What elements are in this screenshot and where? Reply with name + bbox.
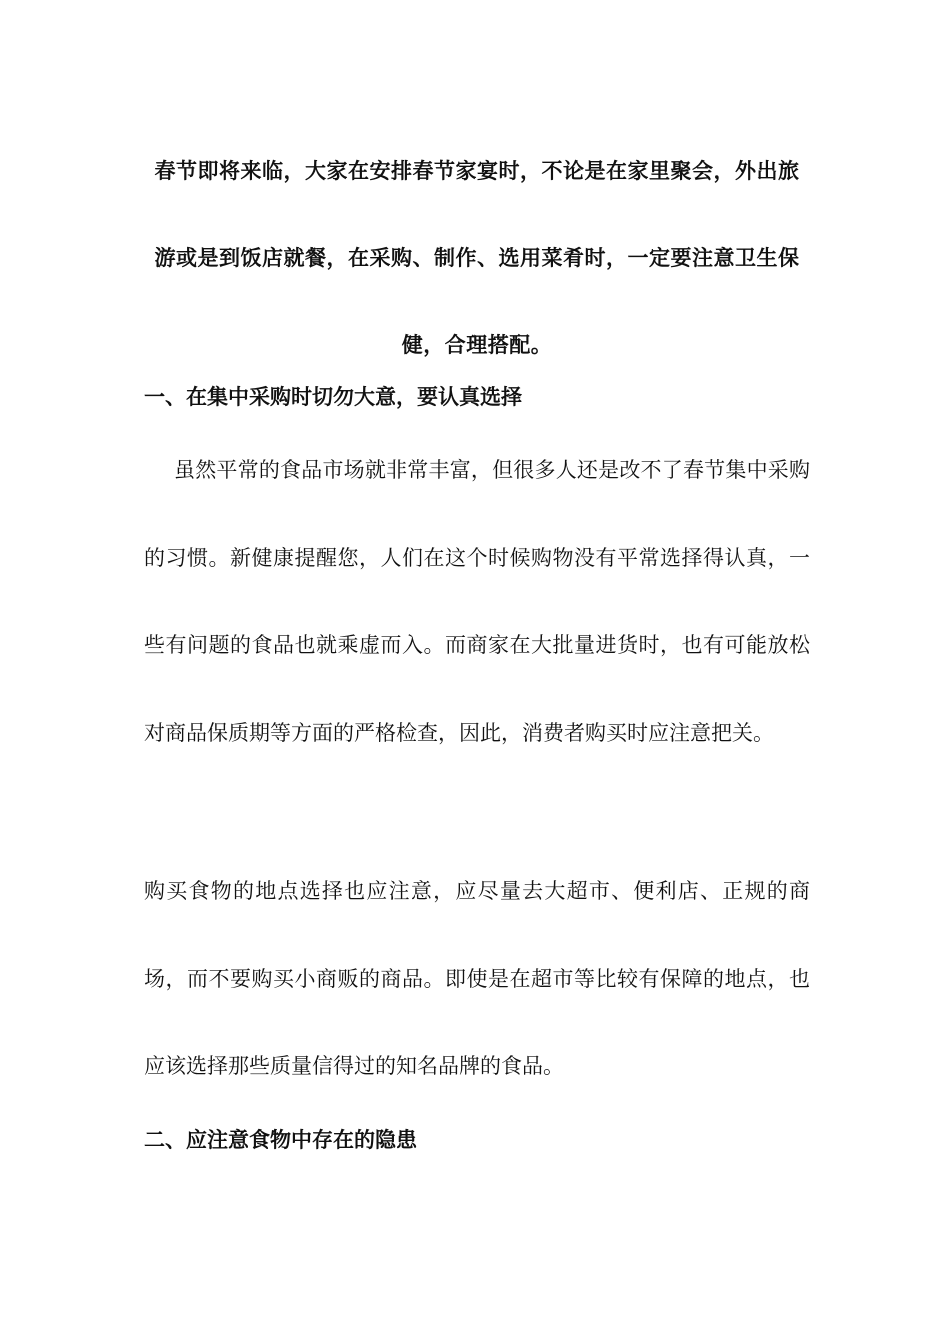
section-1-paragraph-1: 虽然平常的食品市场就非常丰富，但很多人还是改不了春节集中采购的习惯。新健康提醒您，人们在这个时候购物没有平常选择得认真，一些有问题的食品也就乘虚而入。而商家在大批量进货时，也有可能放松对商品保质期等方面的严格检查，因此，消费者购买时应注意把关。 (144, 458, 810, 745)
section-heading-2: 二、应注意食物中存在的隐患 (144, 1128, 417, 1152)
intro-paragraph: 春节即将来临，大家在安排春节家宴时，不论是在家里聚会，外出旅游或是到饭店就餐，在采购、制作、选用菜肴时，一定要注意卫生保健，合理搭配。 (154, 159, 800, 357)
section-1-paragraph-2: 购买食物的地点选择也应注意，应尽量去大超市、便利店、正规的商场，而不要购买小商贩的商品。即使是在超市等比较有保障的地点，也应该选择那些质量信得过的知名品牌的食品。 (144, 879, 810, 1078)
section-heading-1: 一、在集中采购时切勿大意，要认真选择 (144, 385, 522, 409)
